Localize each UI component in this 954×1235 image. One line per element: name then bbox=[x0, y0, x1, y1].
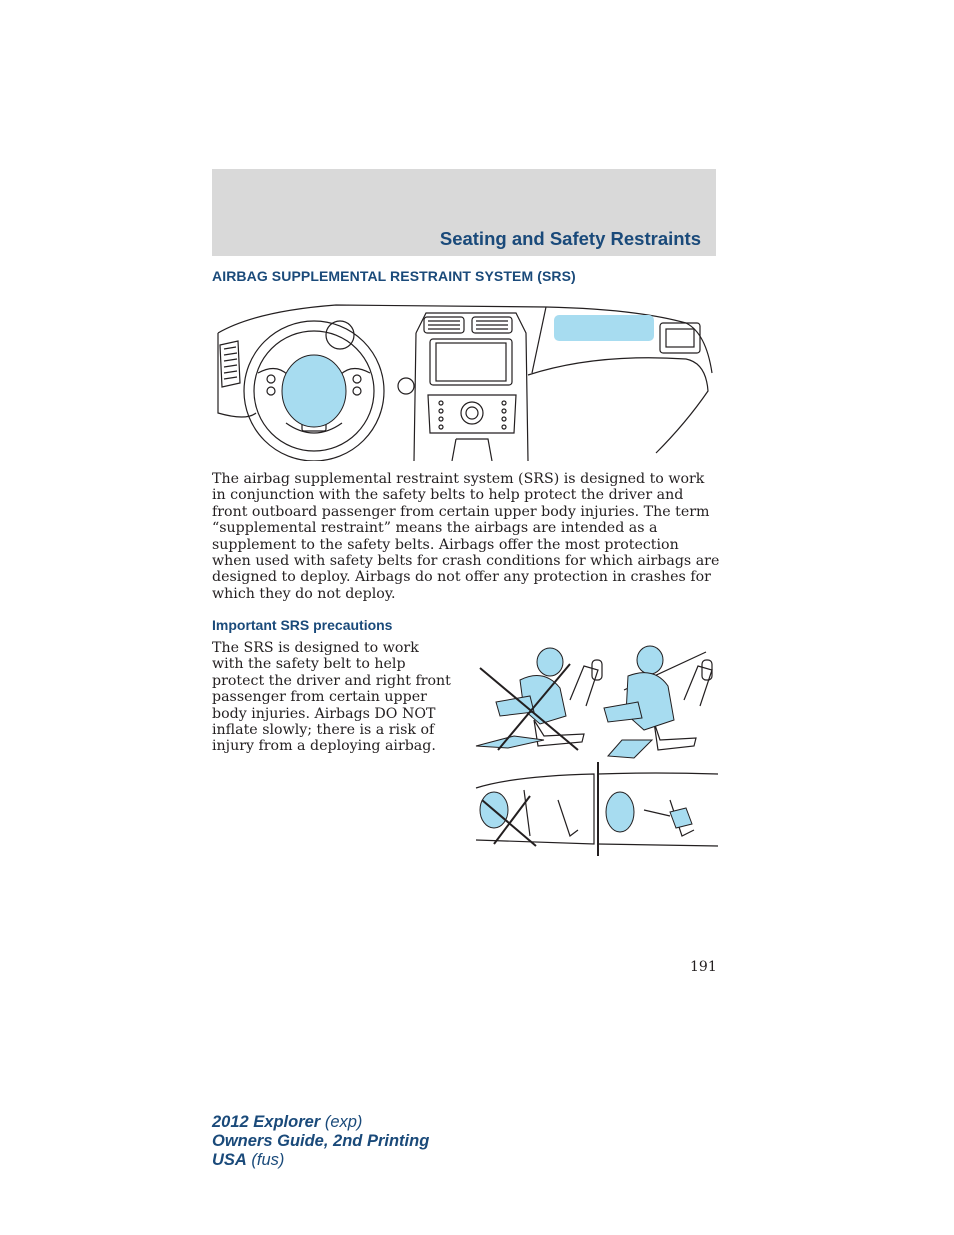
section-header-band bbox=[212, 169, 716, 256]
occupant-position-illustration bbox=[474, 640, 718, 858]
dashboard-airbag-illustration bbox=[216, 303, 718, 461]
page-number: 191 bbox=[690, 959, 717, 975]
section-title: Seating and Safety Restraints bbox=[439, 228, 701, 249]
srs-precautions-heading: Important SRS precautions bbox=[212, 617, 393, 633]
footer-line-market: USA (fus) bbox=[212, 1151, 285, 1169]
footer-line-model: 2012 Explorer (exp) bbox=[212, 1113, 363, 1131]
footer-line-guide: Owners Guide, 2nd Printing bbox=[212, 1132, 430, 1150]
airbag-srs-heading: AIRBAG SUPPLEMENTAL RESTRAINT SYSTEM (SRS) bbox=[212, 268, 576, 284]
precautions-paragraph: The SRS is designed to work with the safety belt to help protect the driver and right front passenger from certain upper body injuries. Airbags DO NOT inflate slowly; there is a risk of injury from a deploying airbag. bbox=[212, 640, 451, 755]
document-footer bbox=[212, 1113, 429, 1170]
intro-paragraph: The airbag supplemental restraint system (SRS) is designed to work in conjunction with the safety belts to help protect the driver and front outboard passenger from certain upper body injuries. The term “supplemental restraint” means the airbags are intended as a supplement to the safety belts. Airbags offer the most protection when used with safety belts for crash conditions for which airbags are designed to deploy. Airbags do not offer any protection in crashes for which they do not deploy. bbox=[212, 471, 720, 602]
